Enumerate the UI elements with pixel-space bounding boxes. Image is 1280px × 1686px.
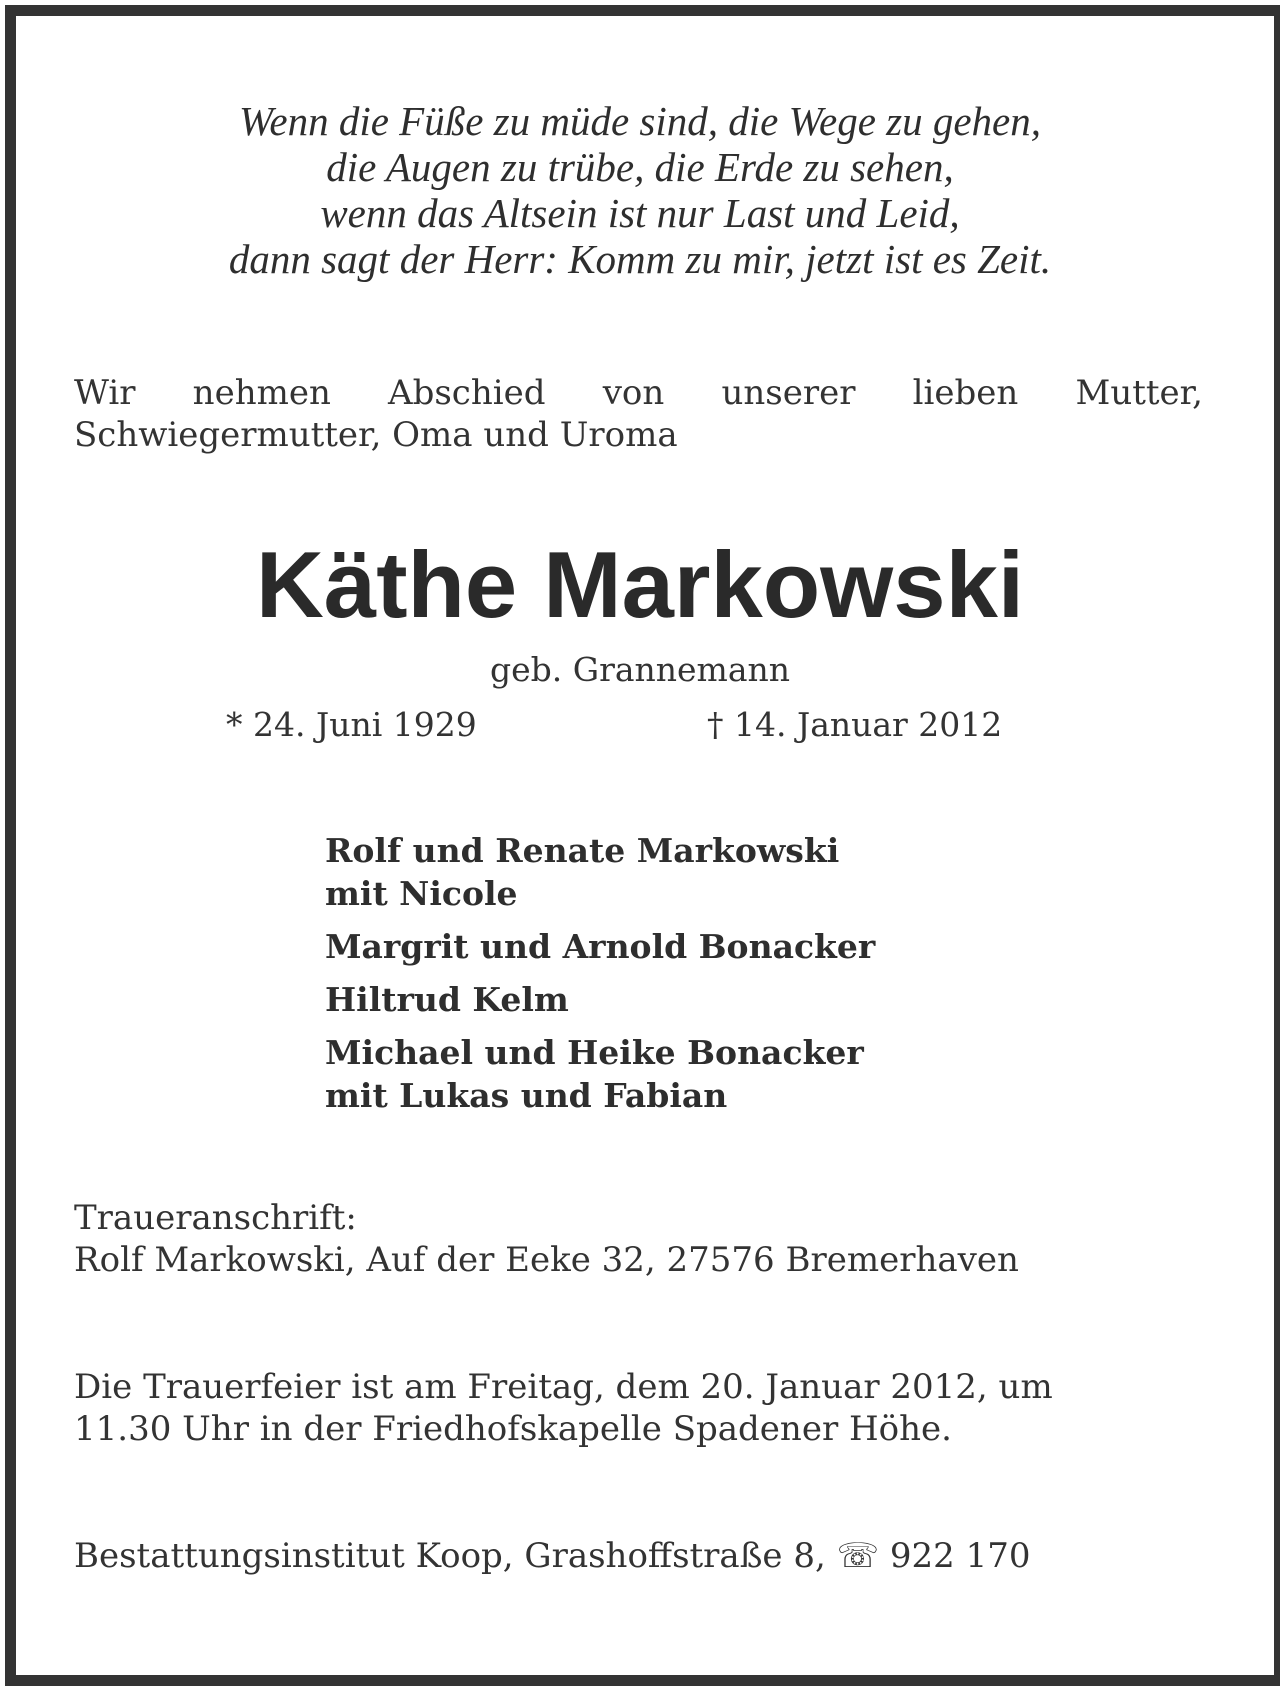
intro-line: Schwiegermutter, Oma und Uroma	[74, 415, 678, 455]
address-label: Traueranschrift:	[74, 1198, 357, 1238]
mourner-line: Margrit und Arnold Bonacker	[325, 927, 876, 966]
maiden-name: geb. Grannemann	[489, 650, 791, 689]
deceased-name: Käthe Markowski	[256, 532, 1024, 637]
funeral-ceremony-info	[74, 1366, 1203, 1450]
mourner-entry	[325, 925, 875, 968]
mourner-line: mit Nicole	[325, 874, 518, 913]
poem-line: wenn das Altsein ist nur Last und Leid,	[320, 190, 960, 236]
mourner-line: Michael und Heike Bonacker	[325, 1033, 864, 1072]
mourner-entry	[325, 978, 875, 1021]
mourners-list	[325, 829, 875, 1127]
birth-date: * 24. Juni 1929	[226, 705, 477, 744]
memorial-poem	[0, 98, 1280, 282]
ceremony-line: Die Trauerfeier ist am Freitag, dem 20. Januar 2012, um	[74, 1367, 1053, 1407]
farewell-intro	[74, 372, 1203, 456]
mourner-line: Hiltrud Kelm	[325, 980, 569, 1019]
poem-line: Wenn die Füße zu müde sind, die Wege zu gehen,	[238, 98, 1041, 144]
address-value: Rolf Markowski, Auf der Eeke 32, 27576 Bremerhaven	[74, 1240, 1019, 1280]
mourner-entry	[325, 829, 875, 915]
intro-line: Wir nehmen Abschied von unserer lieben Mutter,	[74, 373, 1203, 413]
mourner-line: Rolf und Renate Markowski	[325, 831, 840, 870]
ceremony-line: 11.30 Uhr in der Friedhofskapelle Spadener Höhe.	[74, 1409, 952, 1449]
poem-line: die Augen zu trübe, die Erde zu sehen,	[326, 144, 954, 190]
death-date: † 14. Januar 2012	[707, 705, 1003, 744]
mourning-address	[74, 1197, 1019, 1281]
poem-line: dann sagt der Herr: Komm zu mir, jetzt ist es Zeit.	[228, 236, 1052, 282]
mourner-entry	[325, 1031, 875, 1117]
funeral-home-info: Bestattungsinstitut Koop, Grashoffstraße 8, ☏ 922 170	[74, 1536, 1031, 1576]
mourner-line: mit Lukas und Fabian	[325, 1076, 728, 1115]
